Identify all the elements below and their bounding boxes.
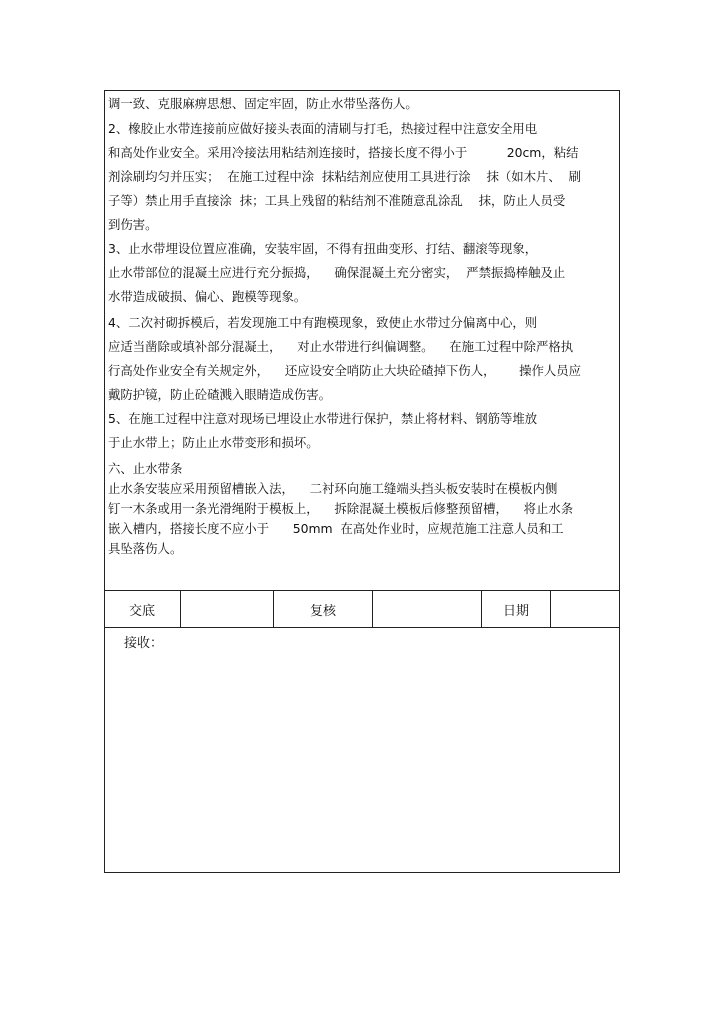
body-line: 调一致、克服麻痹思想、固定牢固，防止水带坠落伤人。 bbox=[108, 96, 418, 111]
body-line: 钉一木条或用一条光滑绳附于模板上， 拆除混凝土模板后修整预留槽， 将止水条 bbox=[108, 501, 574, 516]
handover-field[interactable] bbox=[181, 591, 273, 627]
body-line: 具坠落伤人。 bbox=[108, 541, 183, 556]
body-line: 水带造成破损、偏心、跑模等现象。 bbox=[108, 289, 307, 304]
body-line: 戴防护镜，防止砼碴溅入眼睛造成伤害。 bbox=[108, 387, 332, 402]
body-text bbox=[108, 94, 618, 590]
body-line: 行高处作业安全有关规定外， 还应设安全哨防止大块砼碴掉下伤人， 操作人员应 bbox=[108, 363, 582, 378]
body-line: 子等）禁止用手直接涂 抹；工具上残留的粘结剂不准随意乱涂乱 抹，防止人员受 bbox=[108, 193, 566, 208]
receive-label: 接收： bbox=[124, 636, 164, 651]
section-heading: 六、止水带条 bbox=[108, 461, 183, 476]
date-label: 日期 bbox=[502, 603, 529, 619]
body-line: 2、橡胶止水带连接前应做好接头表面的清刷与打毛，热接过程中注意安全用电 bbox=[108, 121, 538, 136]
review-field[interactable] bbox=[373, 591, 481, 627]
body-line: 到伤害。 bbox=[108, 217, 158, 232]
date-field[interactable] bbox=[551, 591, 618, 627]
body-line: 应适当凿除或填补部分混凝土， 对止水带进行纠偏调整。 在施工过程中除严格执 bbox=[108, 339, 574, 354]
body-line: 和高处作业安全。采用冷接法用粘结剂连接时，搭接长度不得小于 20cm，粘结 bbox=[108, 145, 579, 160]
signature-row bbox=[104, 590, 620, 628]
body-line: 于止水带上；防止止水带变形和损坏。 bbox=[108, 435, 319, 450]
body-line: 3、止水带埋设位置应准确，安装牢固，不得有扭曲变形、打结、翻滚等现象， bbox=[108, 241, 538, 256]
handover-label: 交底 bbox=[128, 603, 155, 619]
body-line: 4、二次衬砌拆模后，若发现施工中有跑模现象，致使止水带过分偏离中心，则 bbox=[108, 315, 538, 330]
body-line: 5、在施工过程中注意对现场已埋设止水带进行保护，禁止将材料、钢筋等堆放 bbox=[108, 411, 538, 426]
body-line: 嵌入槽内，搭接长度不应小于 50mm 在高处作业时，应规范施工注意人员和工 bbox=[108, 521, 564, 536]
body-line: 剂涂刷均匀并压实； 在施工过程中涂 抹粘结剂应使用工具进行涂 抹（如木片、 刷 bbox=[108, 169, 582, 184]
review-label: 复核 bbox=[309, 603, 336, 619]
body-line: 止水条安装应采用预留槽嵌入法， 二衬环向施工缝端头挡头板安装时在模板内侧 bbox=[108, 481, 558, 496]
body-line: 止水带部位的混凝土应进行充分振捣， 确保混凝土充分密实， 严禁振捣棒触及止 bbox=[108, 265, 566, 280]
